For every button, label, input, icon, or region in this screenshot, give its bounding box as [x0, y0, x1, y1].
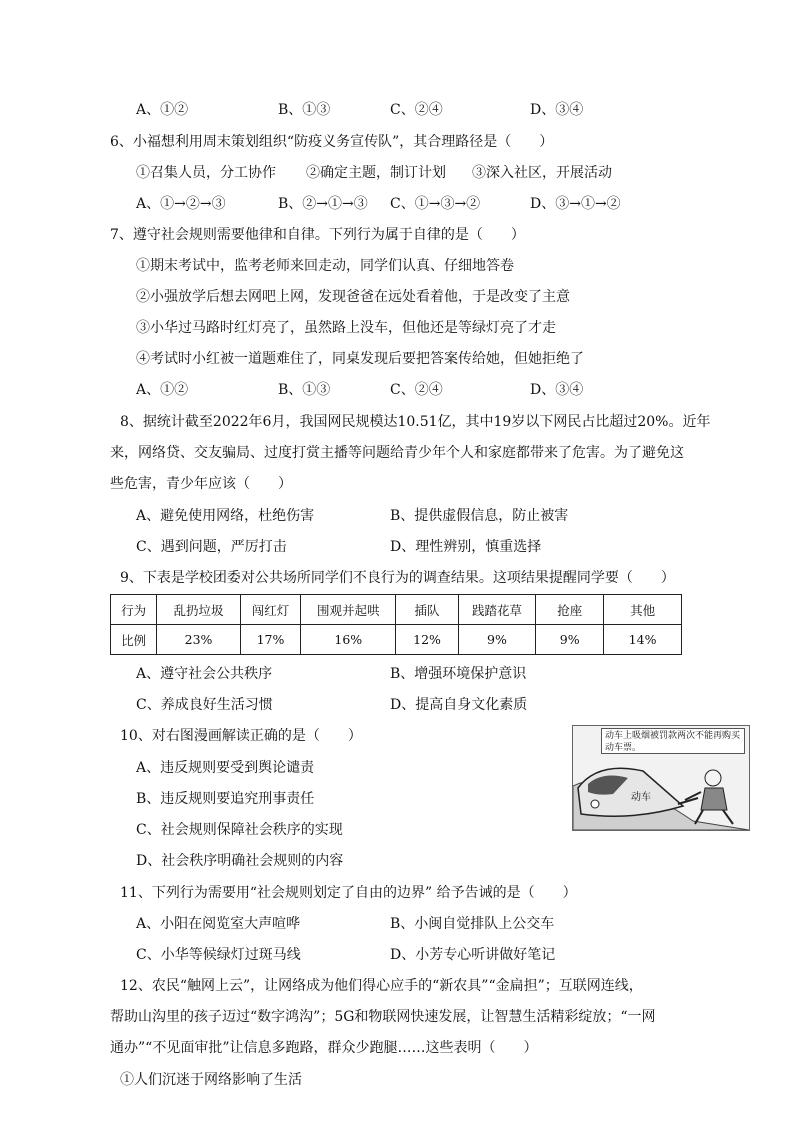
table-cell: 践踏花草 [458, 595, 536, 625]
table-cell: 17% [240, 625, 300, 655]
q7-item-1: ①期末考试中，监考老师来回走动，同学们认真、仔细地答卷 [136, 258, 514, 274]
cartoon-caption: 动车上吸烟被罚款两次不能再购买动车票。 [601, 728, 745, 754]
q7-item-4: ④考试时小红被一道题难住了，同桌发现后要把答案传给她，但她拒绝了 [136, 351, 584, 367]
q5-option-d: D、③④ [530, 102, 584, 118]
q12-item-1: ①人们沉迷于网络影响了生活 [120, 1072, 302, 1088]
q8-option-b: B、提供虚假信息，防止被害 [390, 508, 569, 524]
q10-option-a: A、违反规则要受到舆论谴责 [136, 760, 315, 776]
q11-option-d: D、小芳专心听讲做好笔记 [390, 947, 556, 963]
table-cell: 比例 [111, 625, 157, 655]
table-cell: 其他 [604, 595, 682, 625]
svg-text:动车: 动车 [631, 792, 651, 803]
table-cell: 9% [536, 625, 604, 655]
table-cell: 12% [396, 625, 458, 655]
q6-option-a: A、①→②→③ [136, 196, 226, 212]
q12-stem-line-3: 通办”“不见面审批”让信息多跑路，群众少跑腿……这些表明（ ） [110, 1040, 538, 1056]
q7-option-b: B、①③ [278, 382, 331, 398]
table-cell: 闯红灯 [240, 595, 300, 625]
q7-option-c: C、②④ [390, 382, 443, 398]
q5-option-b: B、①③ [278, 102, 331, 118]
q10-option-d: D、社会秩序明确社会规则的内容 [136, 853, 344, 869]
q7-option-d: D、③④ [530, 382, 584, 398]
q5-option-c: C、②④ [390, 102, 443, 118]
q5-option-a: A、①② [136, 102, 189, 118]
q6-stem: 6、小福想利用周末策划组织“防疫义务宣传队”，其合理路径是（ ） [110, 134, 554, 150]
q8-option-a: A、避免使用网络，杜绝伤害 [136, 508, 315, 524]
q7-stem: 7、遵守社会规则需要他律和自律。下列行为属于自律的是（ ） [110, 227, 525, 243]
table-cell: 9% [458, 625, 536, 655]
q7-item-2: ②小强放学后想去网吧上网，发现爸爸在远处看着他，于是改变了主意 [136, 289, 570, 305]
q9-option-a: A、遵守社会公共秩序 [136, 666, 273, 682]
q12-stem-line-2: 帮助山沟里的孩子迈过“数字鸿沟”；5G和物联网快速发展，让智慧生活精彩绽放；“一网 [110, 1009, 656, 1025]
q9-option-c: C、养成良好生活习惯 [136, 697, 273, 713]
cartoon-image [572, 725, 750, 831]
q11-option-c: C、小华等候绿灯过斑马线 [136, 947, 301, 963]
q9-option-d: D、提高自身文化素质 [390, 697, 528, 713]
q10-option-c: C、社会规则保障社会秩序的实现 [136, 822, 343, 838]
q9-stem: 9、下表是学校团委对公共场所同学们不良行为的调查结果。这项结果提醒同学要（ ） [120, 570, 675, 586]
q8-option-d: D、理性辨别，慎重选择 [390, 539, 542, 555]
table-cell: 23% [157, 625, 241, 655]
table-cell: 围观并起哄 [301, 595, 396, 625]
table-cell: 插队 [396, 595, 458, 625]
q6-option-c: C、①→③→② [390, 196, 481, 212]
q11-stem: 11、下列行为需要用“社会规则划定了自由的边界” 给予告诫的是（ ） [120, 885, 577, 901]
q10-option-b: B、违反规则要追究刑事责任 [136, 791, 315, 807]
q8-stem-line-1: 8、据统计截至2022年6月，我国网民规模达10.51亿，其中19岁以下网民占比超过20%。近年 [120, 414, 711, 430]
q10-stem: 10、对右图漫画解读正确的是（ ） [120, 728, 362, 744]
table-cell: 抢座 [536, 595, 604, 625]
table-row [111, 625, 682, 655]
survey-table [110, 594, 682, 655]
table-cell: 16% [301, 625, 396, 655]
q7-item-3: ③小华过马路时红灯亮了，虽然路上没车，但他还是等绿灯亮了才走 [136, 320, 556, 336]
table-cell: 14% [604, 625, 682, 655]
table-cell: 乱扔垃圾 [157, 595, 241, 625]
q9-option-b: B、增强环境保护意识 [390, 666, 527, 682]
q6-item-2: ②确定主题，制订计划 [306, 165, 446, 181]
q6-option-b: B、②→①→③ [278, 196, 368, 212]
q11-option-b: B、小闽自觉排队上公交车 [390, 916, 555, 932]
q6-item-1: ①召集人员，分工协作 [136, 165, 276, 181]
q6-item-3: ③深入社区，开展活动 [472, 165, 612, 181]
q8-stem-line-3: 些危害，青少年应该（ ） [110, 476, 292, 492]
q12-stem-line-1: 12、农民“触网上云”，让网络成为他们得心应手的“新农具”“金扁担”；互联网连线， [120, 978, 643, 994]
q7-option-a: A、①② [136, 382, 189, 398]
table-header-row [111, 595, 682, 625]
q8-option-c: C、遇到问题，严厉打击 [136, 539, 287, 555]
q6-option-d: D、③→①→② [530, 196, 621, 212]
q8-stem-line-2: 来，网络贷、交友骗局、过度打赏主播等问题给青少年个人和家庭都带来了危害。为了避免这 [110, 445, 684, 461]
q11-option-a: A、小阳在阅览室大声喧哗 [136, 916, 301, 932]
train-cartoon-icon [573, 726, 749, 830]
table-cell: 行为 [111, 595, 157, 625]
